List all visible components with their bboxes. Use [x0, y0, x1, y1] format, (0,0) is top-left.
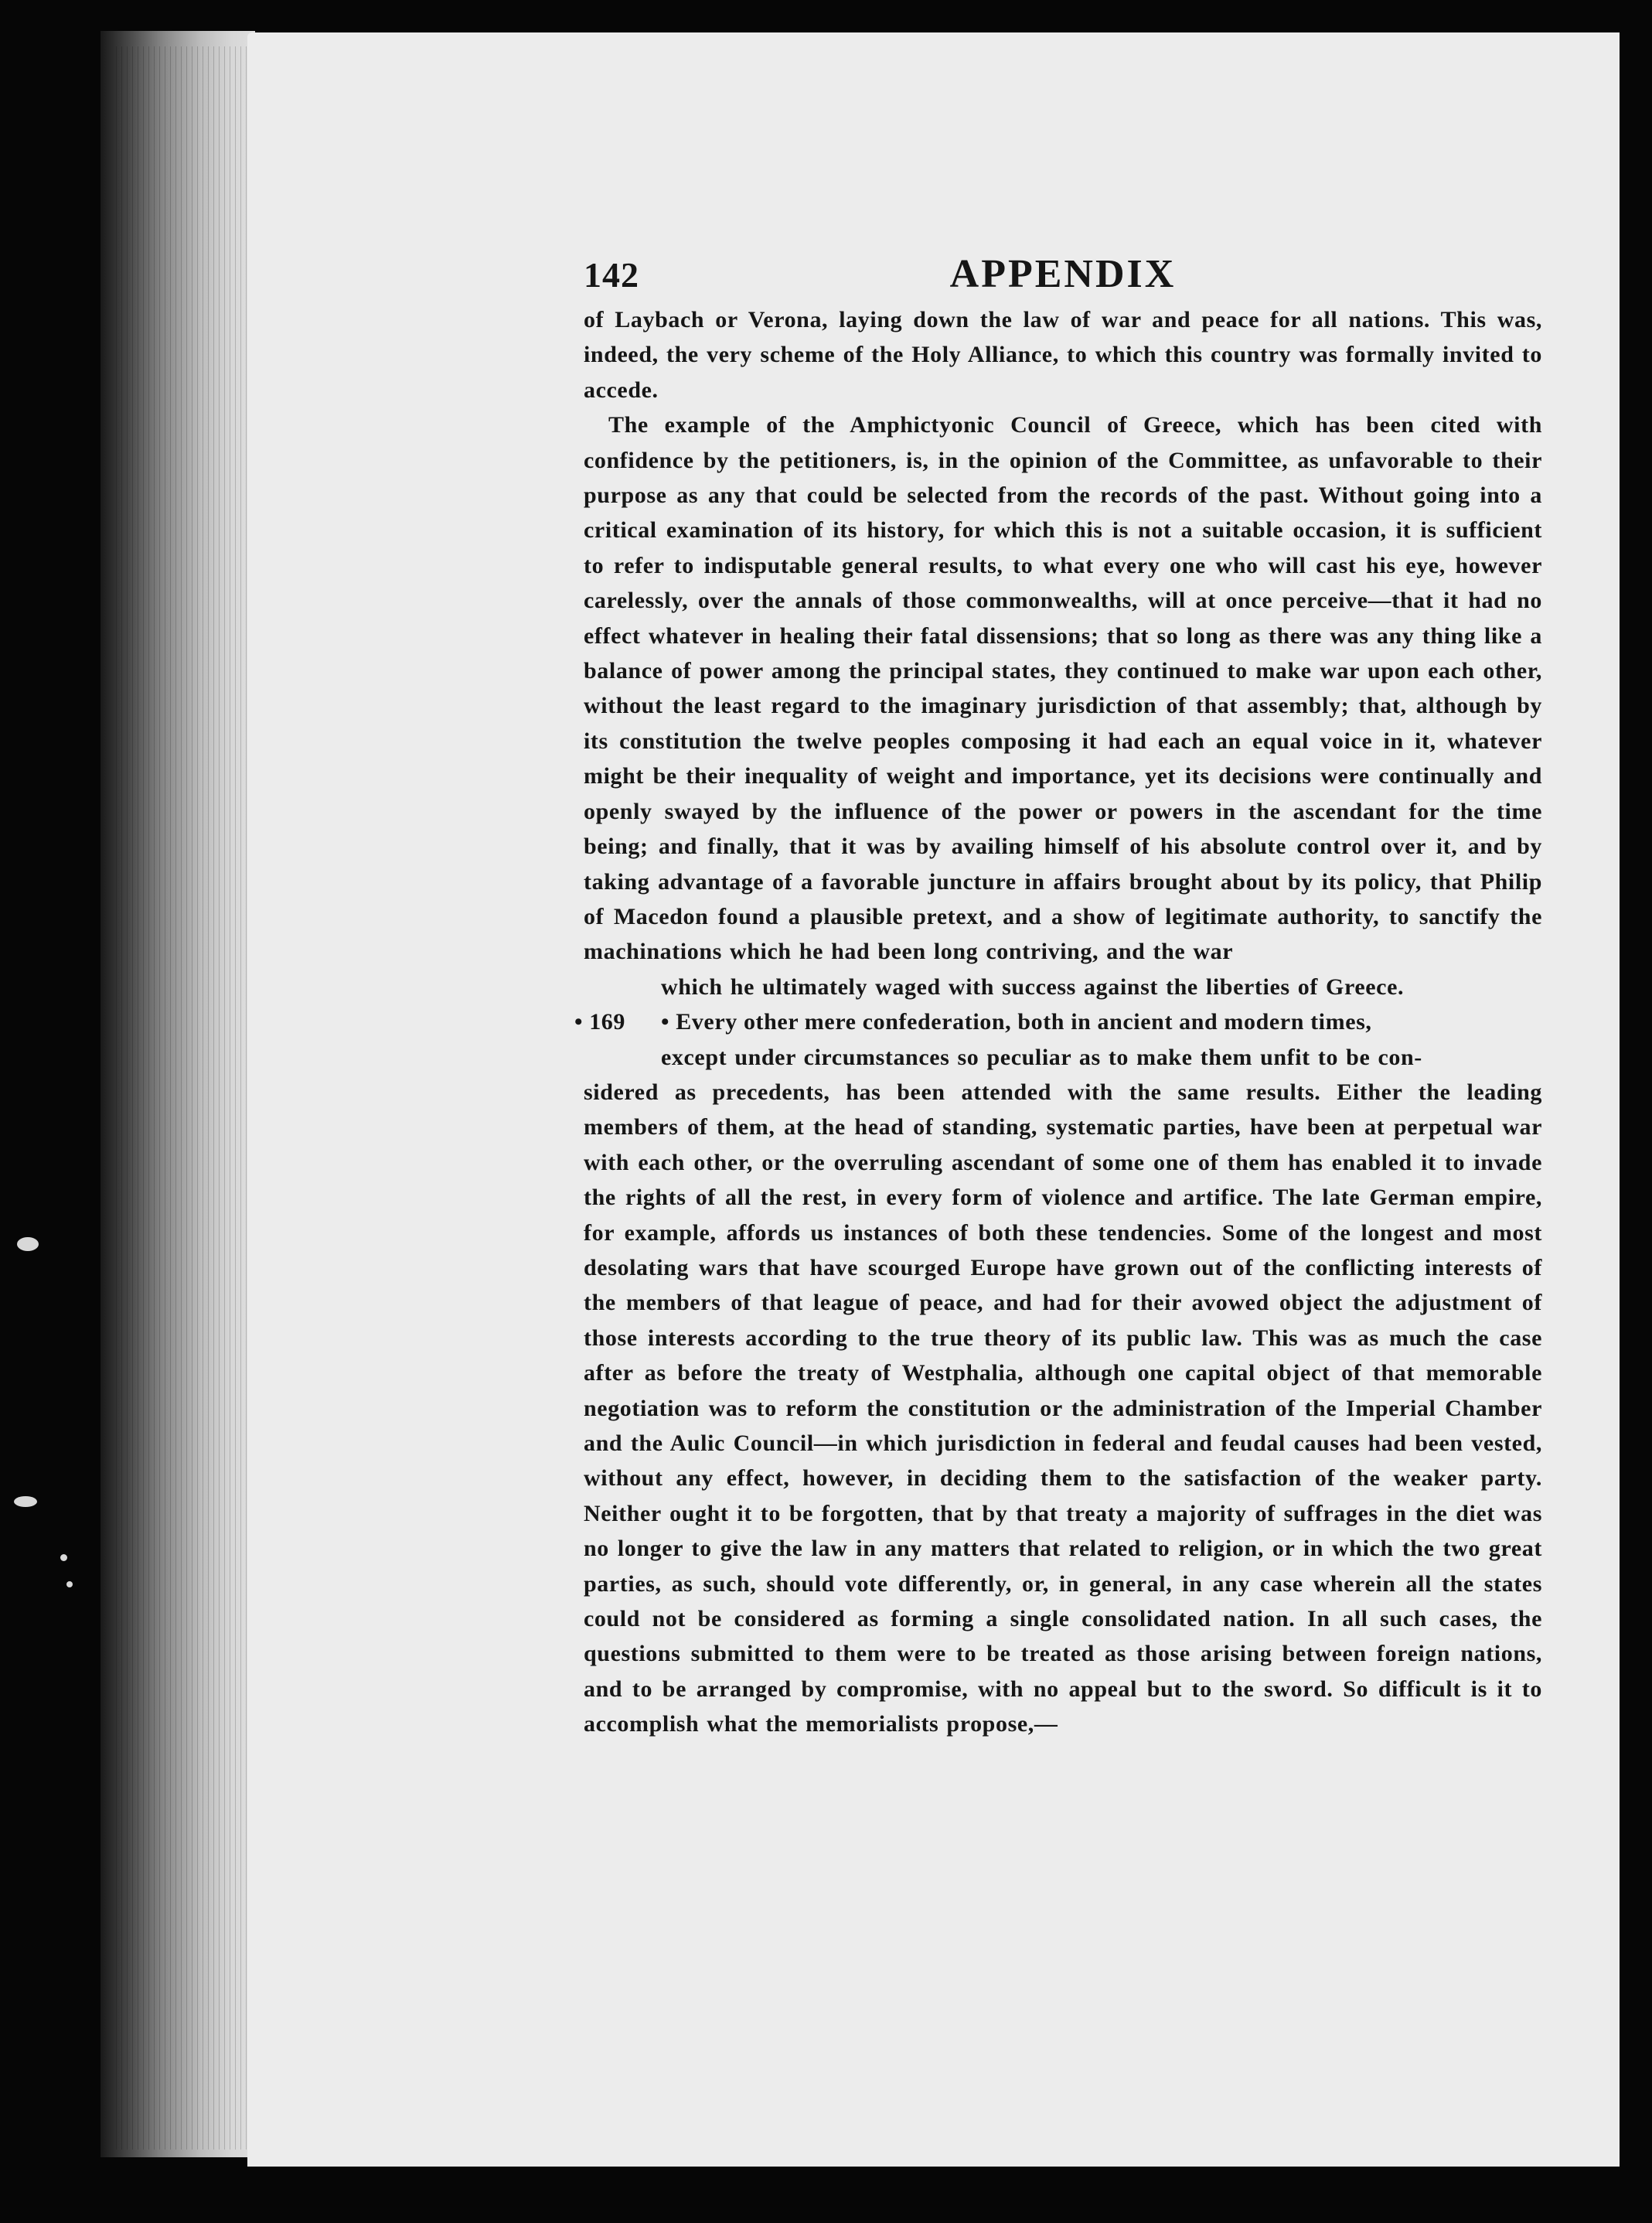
page-number: 142	[584, 255, 639, 295]
scan-speck	[60, 1554, 67, 1561]
paragraph-confederation-start	[574, 1004, 1542, 1039]
page-header-title: APPENDIX	[949, 252, 1177, 296]
paragraph-end-line: which he ultimately waged with success against the liberties of Greece.	[661, 973, 1405, 1000]
book-page-edges	[100, 31, 255, 2157]
scan-speck	[66, 1581, 73, 1587]
paragraph-continuation: of Laybach or Verona, laying down the law of war and peace for all nations. This was, indeed, the very scheme of the Holy Alliance, to which this country was formally invited to accede.	[584, 307, 1542, 403]
paragraph-confederation-body: sidered as precedents, has been attended with the same results. Either the leading members of them, at the head of standing, systematic parties, have been at perpetual war with each other, or the overruling ascendant of some one of them has enabled it to invade the rights of all the rest, in every form of violence and artifice. The late German empire, for example, affords us instances of both these tendencies. Some of the longest and most desolating wars that have scourged Europe have grown out of the conflicting interests of the members of that league of peace, and had for their avowed object the adjustment of those interests according to the true theory of its public law. This was as much the case after as before the treaty of Westphalia, although one capital object of that memorable negotiation was to reform the constitution or the administration of the Imperial Chamber and the Aulic Council—in which jurisdiction in federal and feudal causes had been vested, without any effect, however, in deciding them to the satisfaction of the weaker party. Neither ought it to be forgotten, that by that treaty a majority of suffrages in the diet was no longer to give the law in any matters that related to religion, or in which the two great parties, as such, should vote differently, or, in general, in any case wherein all the states could not be considered as forming a single consolidated nation. In all such cases, the questions submitted to them were to be treated as those arising between foreign nations, and to be arranged by compromise, with no appeal but to the sword. So difficult is it to accomplish what the memorialists propose,—	[584, 1079, 1542, 1737]
scan-speck	[14, 1496, 37, 1507]
scan-speck	[17, 1237, 39, 1251]
paragraph-amphictyonic-council: The example of the Amphictyonic Council of Greece, which has been cited with confidence by the petitioners, is, in the opinion of the Committee, as unfavorable to their purpose as any that could be selected from the records of the past. Without going into a critical examination of its history, for which this is not a suitable occasion, it is sufficient to refer to indisputable general results, to what every one who will cast his eye, however carelessly, over the annals of those commonwealths, will at once perceive—that it had no effect whatever in healing their fatal dissensions; that so long as there was any thing like a balance of power among the principal states, they continued to make war upon each other, without the least regard to the imaginary jurisdiction of that assembly; that, although by its constitution the twelve peoples composing it had each an equal voice in it, whatever might be their inequality of weight and importance, yet its decisions were continually and openly swayed by the influence of the power or powers in the ascendant for the time being; and finally, that it was by availing himself of his absolute control over it, and by taking advantage of a favorable juncture in affairs brought about by its policy, that Philip of Macedon found a plausible pretext, and a show of legitimate authority, to sanctify the machinations which he had been long contriving, and the war	[584, 412, 1542, 965]
paragraph-confederation-second-line: except under circumstances so peculiar as to make them unfit to be con-	[661, 1044, 1422, 1070]
page-content	[574, 251, 1542, 1742]
margin-page-reference: • 169	[574, 1009, 626, 1035]
paragraph-confederation-first-line: • Every other mere confederation, both in ancient and modern times,	[661, 1009, 1372, 1035]
running-head	[584, 251, 1542, 302]
